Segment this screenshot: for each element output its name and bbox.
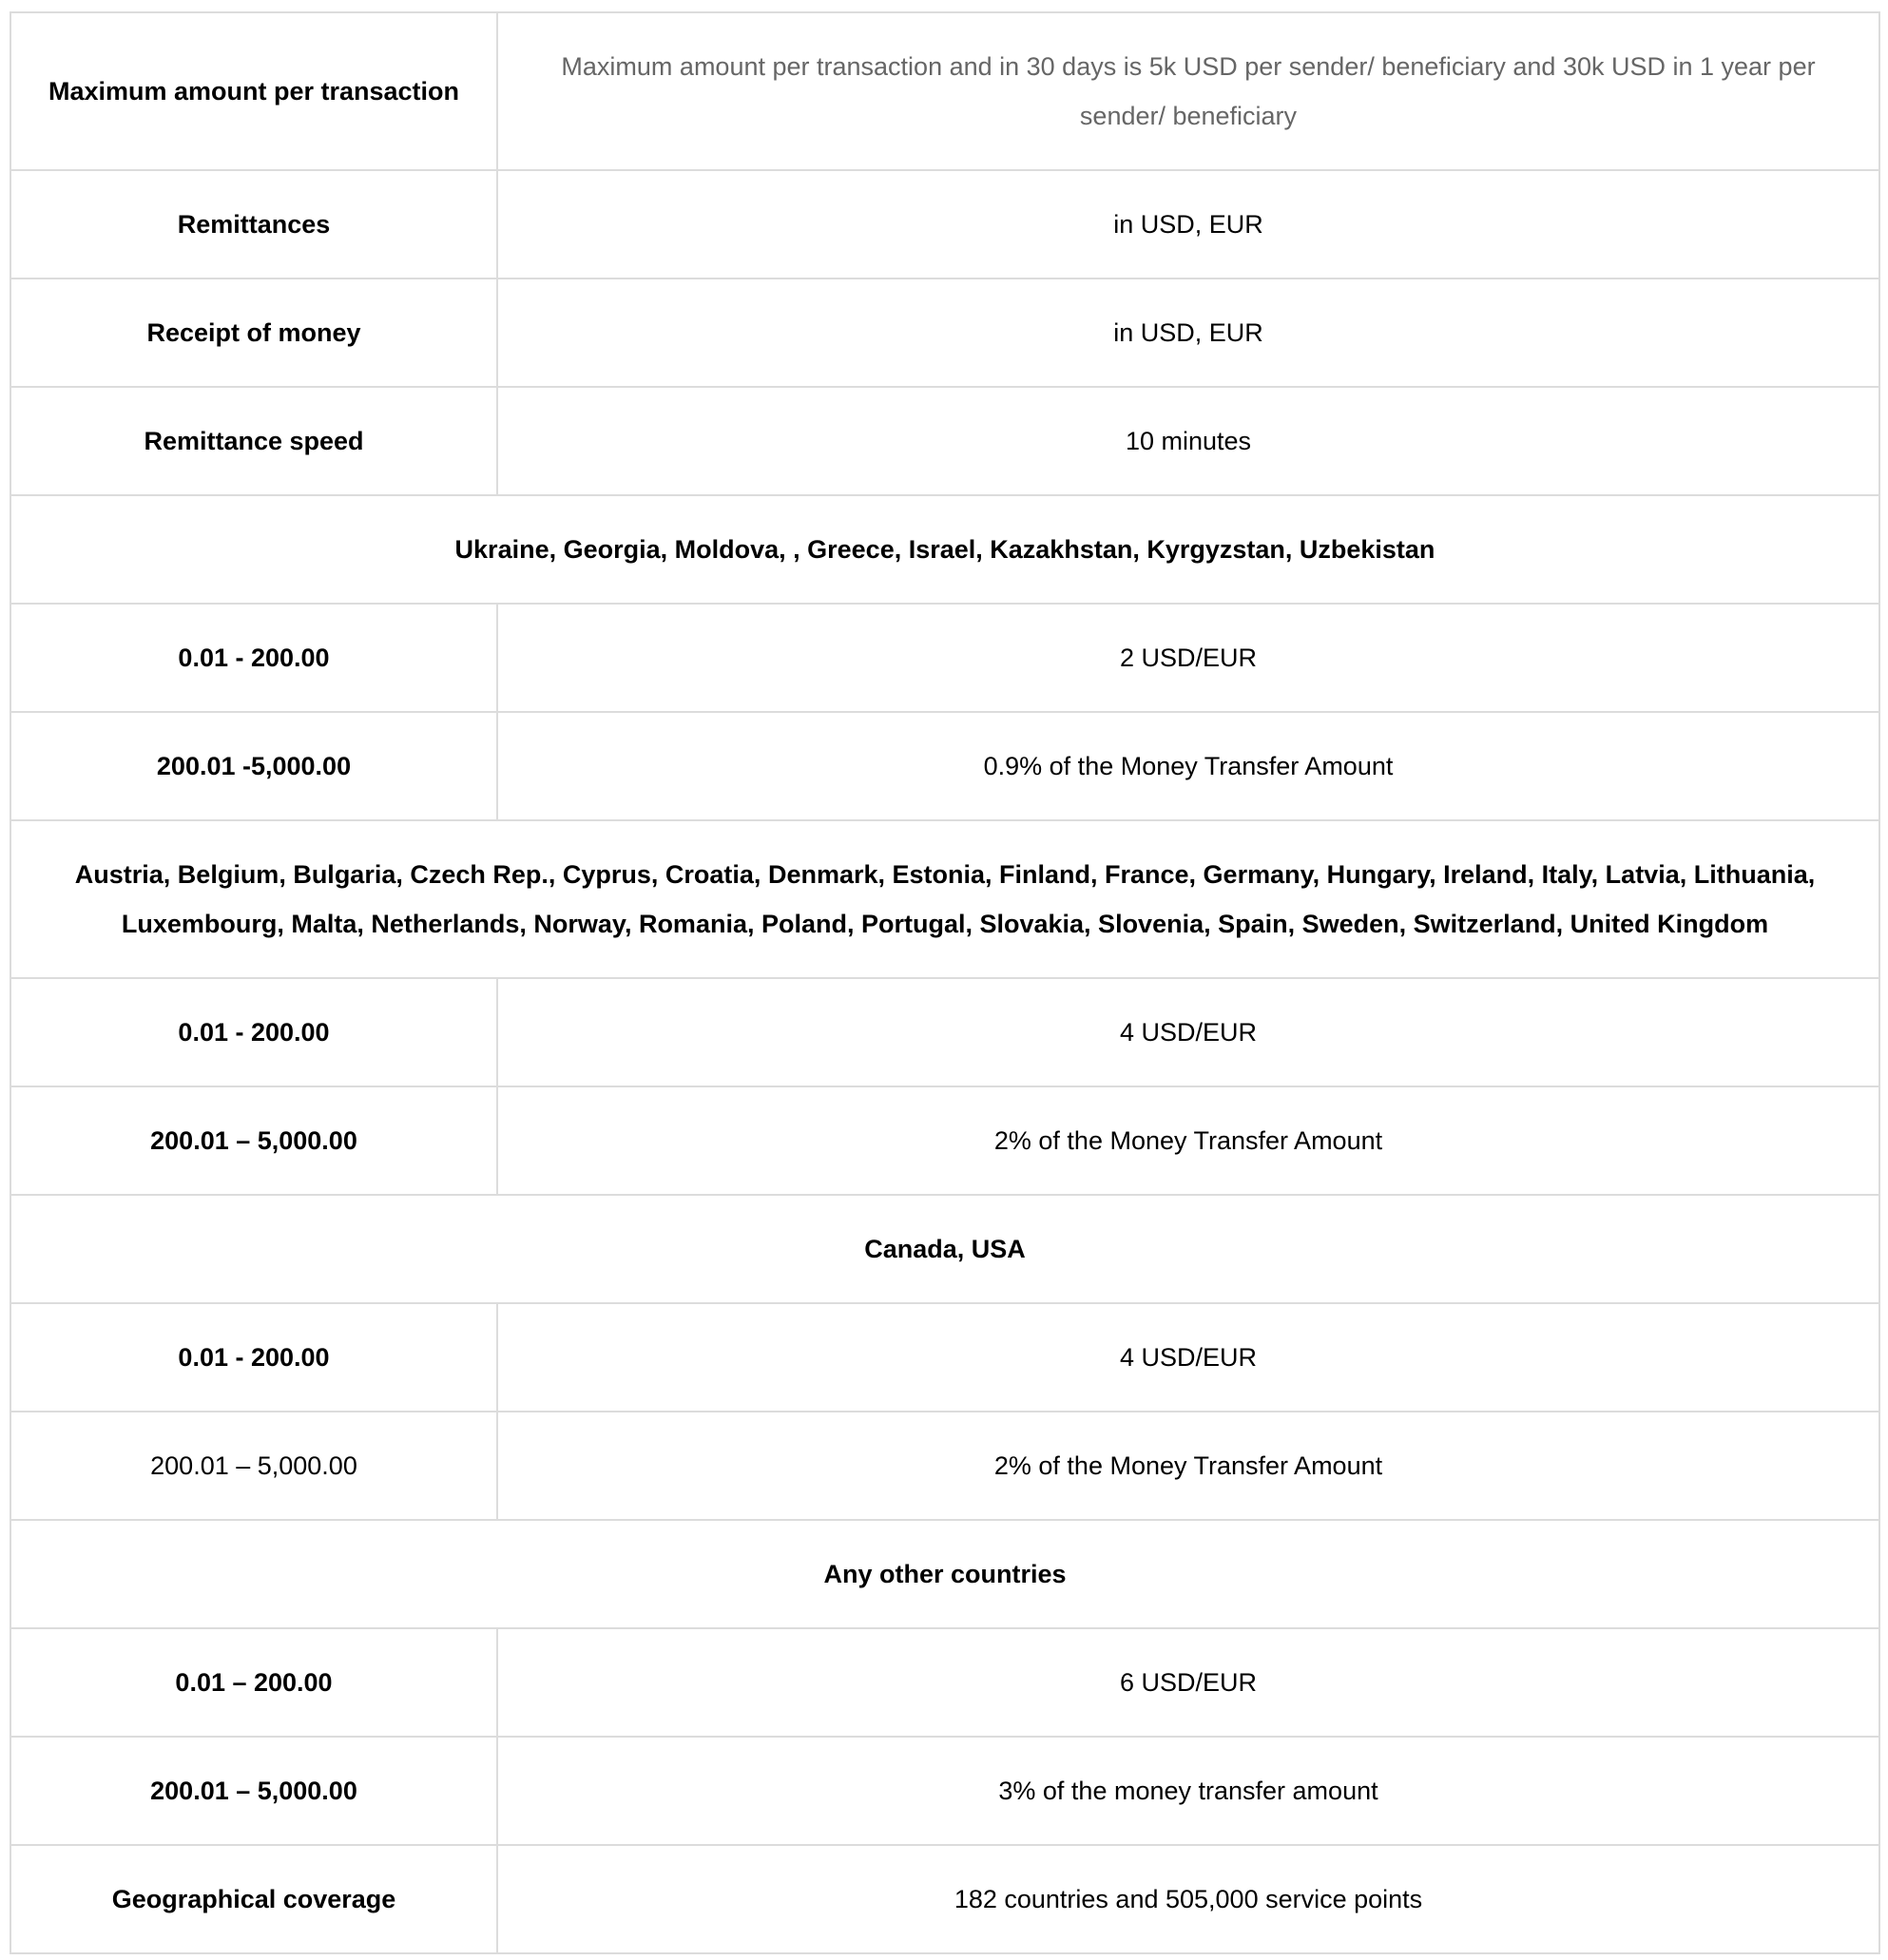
row-value: 4 USD/EUR	[497, 978, 1879, 1086]
row-label: Receipt of money	[10, 279, 497, 387]
row-label: 0.01 - 200.00	[10, 1303, 497, 1412]
section-row-north-america	[10, 1195, 1879, 1303]
section-heading: Ukraine, Georgia, Moldova, , Greece, Israel, Kazakhstan, Kyrgyzstan, Uzbekistan	[10, 495, 1879, 604]
row-label: Geographical coverage	[10, 1845, 497, 1953]
table-row-speed	[10, 387, 1879, 495]
row-label: Remittance speed	[10, 387, 497, 495]
row-label: 0.01 - 200.00	[10, 604, 497, 712]
row-label: 200.01 – 5,000.00	[10, 1737, 497, 1845]
table-row-remittances	[10, 170, 1879, 279]
table-row	[10, 712, 1879, 820]
row-label: 0.01 - 200.00	[10, 978, 497, 1086]
table-row	[10, 978, 1879, 1086]
table-row-coverage	[10, 1845, 1879, 1953]
table-row	[10, 604, 1879, 712]
row-value: 10 minutes	[497, 387, 1879, 495]
section-row-other	[10, 1520, 1879, 1628]
section-heading: Any other countries	[10, 1520, 1879, 1628]
row-value: in USD, EUR	[497, 170, 1879, 279]
row-label: Maximum amount per transaction	[10, 12, 497, 170]
table-row	[10, 1412, 1879, 1520]
row-value: in USD, EUR	[497, 279, 1879, 387]
row-value: 4 USD/EUR	[497, 1303, 1879, 1412]
row-label: 0.01 – 200.00	[10, 1628, 497, 1737]
row-value: 0.9% of the Money Transfer Amount	[497, 712, 1879, 820]
table-row	[10, 1303, 1879, 1412]
row-label: Remittances	[10, 170, 497, 279]
table-row	[10, 1737, 1879, 1845]
row-label: 200.01 – 5,000.00	[10, 1086, 497, 1195]
row-label: 200.01 -5,000.00	[10, 712, 497, 820]
table-row	[10, 1628, 1879, 1737]
tariff-table-container	[10, 11, 1878, 1954]
section-row-cis	[10, 495, 1879, 604]
row-value: 6 USD/EUR	[497, 1628, 1879, 1737]
section-row-europe	[10, 820, 1879, 978]
table-row-max-amount	[10, 12, 1879, 170]
row-value: 2% of the Money Transfer Amount	[497, 1086, 1879, 1195]
row-value: Maximum amount per transaction and in 30 days is 5k USD per sender/ beneficiary and 30k USD in 1 year per sender/ beneficiary	[497, 12, 1879, 170]
section-heading: Austria, Belgium, Bulgaria, Czech Rep., Cyprus, Croatia, Denmark, Estonia, Finland, France, Germany, Hungary, Ireland, Italy, Latvia, Lithuania, Luxembourg, Malta, Netherlands, Norway, Romania, Poland, Portugal, Slovakia, Slovenia, Spain, Sweden, Switzerland, United Kingdom	[10, 820, 1879, 978]
row-value: 3% of the money transfer amount	[497, 1737, 1879, 1845]
section-heading: Canada, USA	[10, 1195, 1879, 1303]
table-row	[10, 1086, 1879, 1195]
row-value: 2% of the Money Transfer Amount	[497, 1412, 1879, 1520]
table-row-receipt	[10, 279, 1879, 387]
row-value: 2 USD/EUR	[497, 604, 1879, 712]
row-value: 182 countries and 505,000 service points	[497, 1845, 1879, 1953]
row-label: 200.01 – 5,000.00	[10, 1412, 497, 1520]
tariff-table	[10, 11, 1880, 1954]
